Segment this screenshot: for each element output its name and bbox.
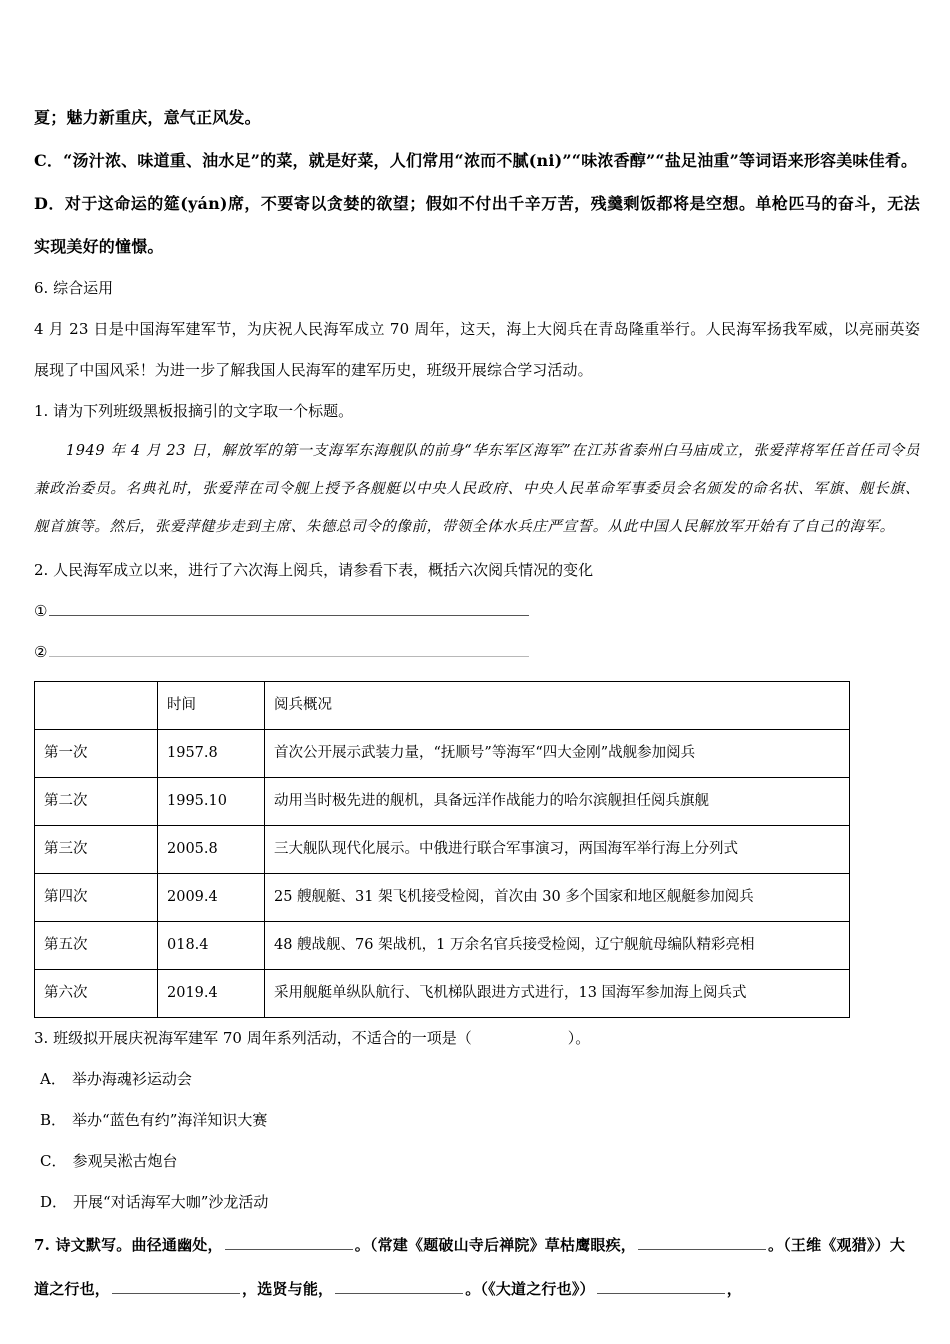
option-d2-text: 开展“对话海军大咖”沙龙活动 bbox=[73, 1193, 269, 1211]
option-c2-tag: C． bbox=[40, 1152, 67, 1170]
question-6-3-text: 班级拟开展庆祝海军建军 70 周年系列活动，不适合的一项是（ bbox=[53, 1029, 472, 1047]
dictation-blank-3[interactable] bbox=[112, 1279, 240, 1294]
table-header-time: 时间 bbox=[158, 682, 265, 730]
blackboard-passage: 1949 年 4 月 23 日，解放军的第一支海军东海舰队的前身“华东军区海军”在江苏省泰州白马庙成立，张爱萍将军任首任司令员兼政治委员。名典礼时，张爱萍在司令舰上授予各舰艇以中央人民政府、中央人民革命军事委员会名颁发的命名状、军旗、舰长旗、舰首旗等。然后，张爱萍健步走到主席、朱德总司令的像前，带领全体水兵庄严宣誓。从此中国人民解放军开始有了自己的海军。 bbox=[34, 443, 920, 535]
table-row bbox=[35, 826, 850, 874]
question-6-3-number: 3. bbox=[34, 1029, 49, 1047]
top-fragment-line: 夏；魅力新重庆，意气正风发。 bbox=[34, 108, 261, 127]
table-row bbox=[35, 730, 850, 778]
answer-blank-2-row bbox=[34, 632, 920, 673]
table-cell-detail: 采用舰艇单纵队航行、飞机梯队跟进方式进行，13 国海军参加海上阅兵式 bbox=[265, 970, 850, 1018]
naval-parade-table bbox=[34, 681, 850, 1018]
option-a-line bbox=[34, 1059, 920, 1100]
table-cell-time: 2005.8 bbox=[158, 826, 265, 874]
table-cell-detail: 动用当时极先进的舰机，具备远洋作战能力的哈尔滨舰担任阅兵旗舰 bbox=[265, 778, 850, 826]
option-d-text: 对于这命运的筵(yán)席，不要寄以贪婪的欲望；假如不付出千辛万苦，残羹剩饭都将是空想。单枪匹马的奋斗，无法实现美好的憧憬。 bbox=[34, 194, 920, 256]
question-6-1-number: 1. bbox=[34, 402, 49, 420]
question-6-3-text-end: ）。 bbox=[567, 1029, 591, 1047]
question-6-intro: 4 月 23 日是中国海军建军节，为庆祝人民海军成立 70 周年，这天，海上大阅兵在青岛隆重举行。人民海军扬我军威，以亮丽英姿展现了中国风采！为进一步了解我国人民海军的建军历史，班级开展综合学习活动。 bbox=[34, 320, 920, 379]
question-7-seg4: ，选贤与能， bbox=[242, 1280, 334, 1298]
table-cell-ordinal: 第六次 bbox=[35, 970, 158, 1018]
option-c-paragraph bbox=[34, 139, 920, 182]
option-b-tag: B． bbox=[40, 1111, 67, 1129]
question-7-seg1: 诗文默写。曲径通幽处， bbox=[55, 1236, 223, 1254]
question-6-heading bbox=[34, 268, 920, 309]
table-cell-time: 2009.4 bbox=[158, 874, 265, 922]
option-c-line bbox=[34, 1141, 920, 1182]
question-7-seg3: 。（王维《观猎》）大道之行也， bbox=[34, 1236, 906, 1298]
option-a-tag: A． bbox=[40, 1070, 66, 1088]
table-cell-detail: 首次公开展示武装力量，“抚顺号”等海军“四大金刚”战舰参加阅兵 bbox=[265, 730, 850, 778]
question-6-2-text: 人民海军成立以来，进行了六次海上阅兵，请参看下表，概括六次阅兵情况的变化 bbox=[53, 561, 594, 579]
answer-blank-2-marker: ② bbox=[34, 643, 48, 661]
table-cell-time: 018.4 bbox=[158, 922, 265, 970]
question-6-2-number: 2. bbox=[34, 561, 49, 579]
question-7-seg2: 。（常建《题破山寺后禅院》草枯鹰眼疾， bbox=[354, 1236, 637, 1254]
table-header-row bbox=[35, 682, 850, 730]
option-c2-text: 参观吴淞古炮台 bbox=[72, 1152, 178, 1170]
table-row bbox=[35, 922, 850, 970]
table-row bbox=[35, 778, 850, 826]
table-header-blank bbox=[35, 682, 158, 730]
table-cell-ordinal: 第五次 bbox=[35, 922, 158, 970]
question-7-line-1 bbox=[34, 1223, 920, 1311]
table-row bbox=[35, 874, 850, 922]
question-7-seg6: ， bbox=[726, 1280, 742, 1298]
table-cell-time: 1995.10 bbox=[158, 778, 265, 826]
question-6-3-prompt bbox=[34, 1018, 920, 1059]
option-c-tag: C． bbox=[34, 151, 64, 170]
question-6-number: 6. bbox=[34, 279, 49, 297]
question-6-title: 综合运用 bbox=[53, 279, 114, 297]
option-b-line bbox=[34, 1100, 920, 1141]
question-6-1-text: 请为下列班级黑板报摘引的文字取一个标题。 bbox=[53, 402, 354, 420]
table-cell-ordinal: 第一次 bbox=[35, 730, 158, 778]
dictation-blank-2[interactable] bbox=[638, 1235, 766, 1250]
option-d-paragraph bbox=[34, 182, 920, 268]
option-a-text: 举办海魂衫运动会 bbox=[71, 1070, 192, 1088]
dictation-blank-5[interactable] bbox=[597, 1279, 725, 1294]
table-cell-time: 1957.8 bbox=[158, 730, 265, 778]
option-d-line bbox=[34, 1182, 920, 1223]
answer-blank-1-marker: ① bbox=[34, 602, 48, 620]
answer-blank-2-line[interactable] bbox=[49, 642, 529, 657]
option-d-tag: D． bbox=[34, 194, 65, 213]
table-header-detail: 阅兵概况 bbox=[265, 682, 850, 730]
table-cell-ordinal: 第二次 bbox=[35, 778, 158, 826]
table-cell-ordinal: 第四次 bbox=[35, 874, 158, 922]
table-cell-detail: 三大舰队现代化展示。中俄进行联合军事演习，两国海军举行海上分列式 bbox=[265, 826, 850, 874]
question-7-seg5: 。（《大道之行也》） bbox=[465, 1280, 595, 1298]
question-6-1-prompt bbox=[34, 391, 920, 432]
option-b-text: 举办“蓝色有约”海洋知识大赛 bbox=[72, 1111, 268, 1129]
question-7-number: 7. bbox=[34, 1236, 51, 1254]
answer-blank-1-row bbox=[34, 591, 920, 632]
dictation-blank-1[interactable] bbox=[225, 1235, 353, 1250]
question-6-2-prompt bbox=[34, 550, 920, 591]
dictation-blank-4[interactable] bbox=[335, 1279, 463, 1294]
option-d2-tag: D． bbox=[40, 1193, 68, 1211]
table-cell-ordinal: 第三次 bbox=[35, 826, 158, 874]
option-c-text: “汤汁浓、味道重、油水足”的菜，就是好菜，人们常用“浓而不腻(ni)”“味浓香醇”“盐足油重”等词语来形容美味佳肴。 bbox=[63, 151, 918, 170]
answer-blank-1-line[interactable] bbox=[49, 601, 529, 616]
table-cell-detail: 48 艘战舰、76 架战机，1 万余名官兵接受检阅，辽宁舰航母编队精彩亮相 bbox=[265, 922, 850, 970]
table-cell-detail: 25 艘舰艇、31 架飞机接受检阅，首次由 30 多个国家和地区舰艇参加阅兵 bbox=[265, 874, 850, 922]
table-cell-time: 2019.4 bbox=[158, 970, 265, 1018]
table-row bbox=[35, 970, 850, 1018]
